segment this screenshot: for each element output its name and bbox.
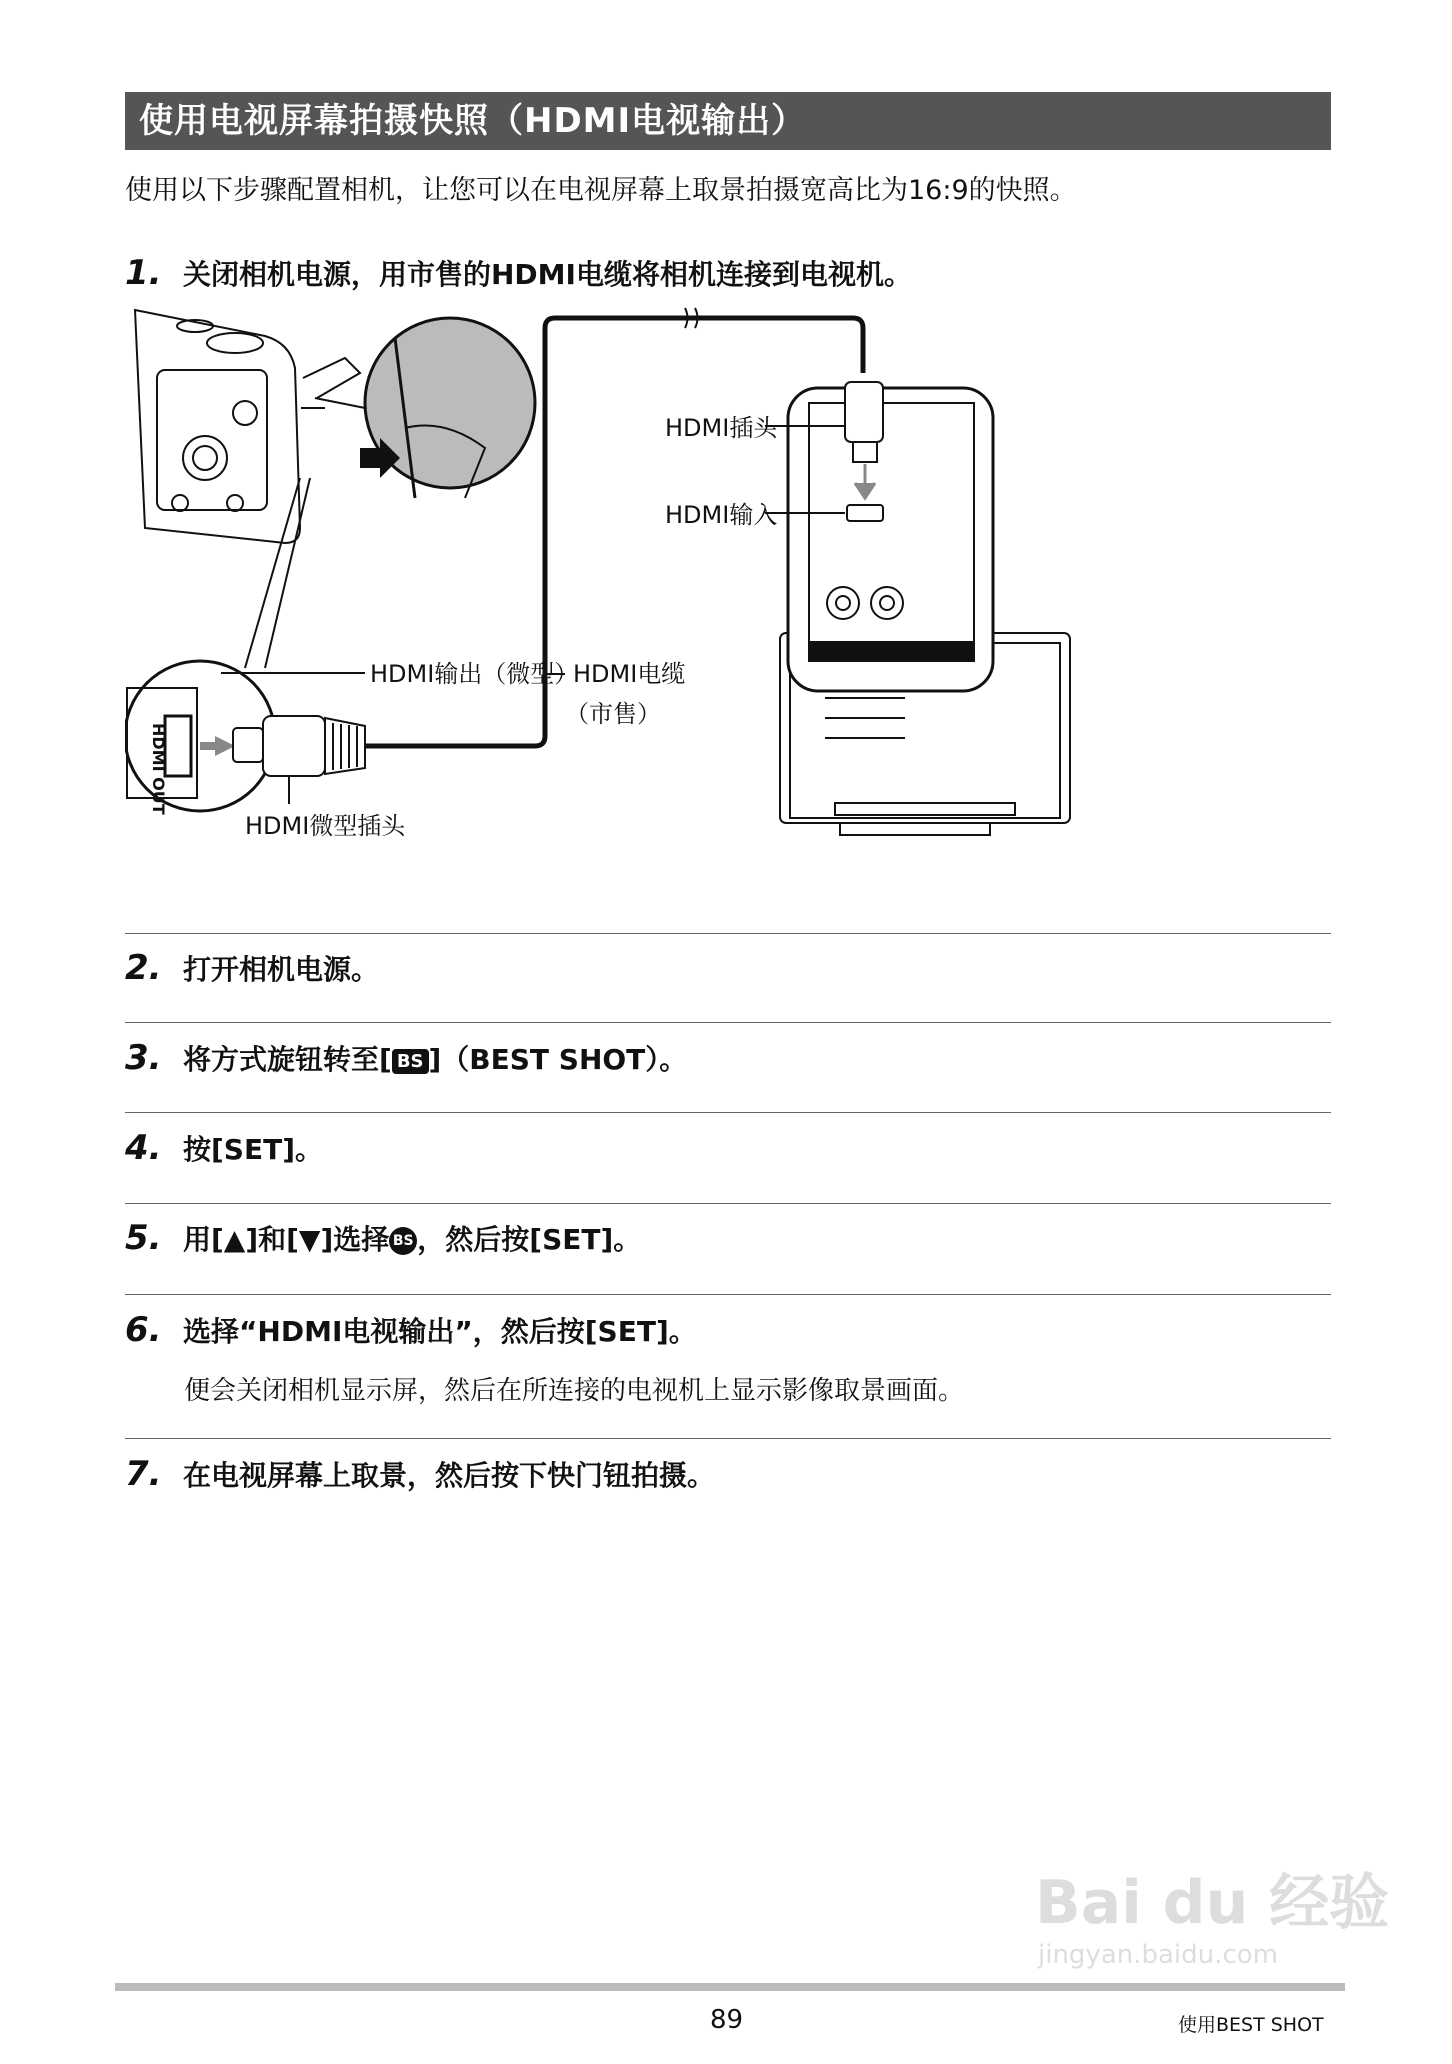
- step-number: 5.: [125, 1218, 162, 1258]
- step-text-pre: 用[▲]和[▼]选择: [183, 1223, 390, 1256]
- divider: [125, 1203, 1331, 1204]
- step-7: [125, 1454, 715, 1494]
- step-6: [125, 1310, 697, 1350]
- divider: [125, 1438, 1331, 1439]
- divider: [125, 933, 1331, 934]
- label-hdmi-input: HDMI输入: [665, 501, 778, 529]
- divider: [125, 1294, 1331, 1295]
- step-number: 4.: [125, 1128, 162, 1168]
- step-text: 打开相机电源。: [183, 953, 380, 986]
- label-hdmi-out-micro: HDMI输出（微型）: [370, 660, 579, 688]
- step-text-post: ，然后按[SET]。: [417, 1223, 642, 1256]
- step-3: [125, 1038, 687, 1078]
- camera-illustration: [135, 310, 360, 668]
- watermark-url: jingyan.baidu.com: [1038, 1940, 1278, 1970]
- step-number: 6.: [125, 1310, 162, 1350]
- footer-section: 使用BEST SHOT: [1178, 2014, 1324, 2036]
- step-6-note: 便会关闭相机显示屏，然后在所连接的电视机上显示影像取景画面。: [184, 1376, 965, 1406]
- label-hdmi-cable-retail: （市售）: [565, 700, 661, 728]
- footer-divider: [115, 1983, 1345, 1991]
- step-number: 3.: [125, 1038, 162, 1078]
- connection-diagram: [125, 298, 1335, 858]
- step-4: [125, 1128, 323, 1168]
- label-hdmi-plug: HDMI插头: [665, 414, 778, 442]
- tv-callout-box: [788, 382, 993, 691]
- step-text: 按[SET]。: [183, 1133, 323, 1166]
- step-number: 7.: [125, 1454, 162, 1494]
- page-number: 89: [710, 2005, 744, 2035]
- bs-mode-icon: BS: [392, 1049, 429, 1074]
- bs-circle-icon: BS: [389, 1227, 417, 1255]
- divider: [125, 1022, 1331, 1023]
- step-text: 选择“HDMI电视输出”，然后按[SET]。: [183, 1315, 697, 1348]
- step-text: 关闭相机电源，用市售的HDMI电缆将相机连接到电视机。: [183, 258, 912, 291]
- divider: [125, 1112, 1331, 1113]
- port-label: HDMI OUT: [149, 723, 168, 815]
- intro-text: 使用以下步骤配置相机，让您可以在电视屏幕上取景拍摄宽高比为16:9的快照。: [125, 175, 1077, 206]
- watermark-logo: Bai du 经验: [1035, 1868, 1390, 1938]
- step-text-pre: 将方式旋钮转至[: [183, 1043, 392, 1076]
- label-hdmi-cable: HDMI电缆: [573, 660, 686, 688]
- step-text-post: ]（BEST SHOT）。: [428, 1043, 688, 1076]
- step-number: 2.: [125, 948, 162, 988]
- page-title: 使用电视屏幕拍摄快照（HDMI电视输出）: [125, 92, 1331, 150]
- label-hdmi-micro-plug: HDMI微型插头: [245, 812, 406, 840]
- zoom-detail-circle: [315, 318, 535, 498]
- step-5: [125, 1218, 641, 1258]
- step-2: [125, 948, 379, 988]
- step-text: 在电视屏幕上取景，然后按下快门钮拍摄。: [183, 1459, 716, 1492]
- step-1: [125, 253, 912, 293]
- step-number: 1.: [125, 253, 162, 293]
